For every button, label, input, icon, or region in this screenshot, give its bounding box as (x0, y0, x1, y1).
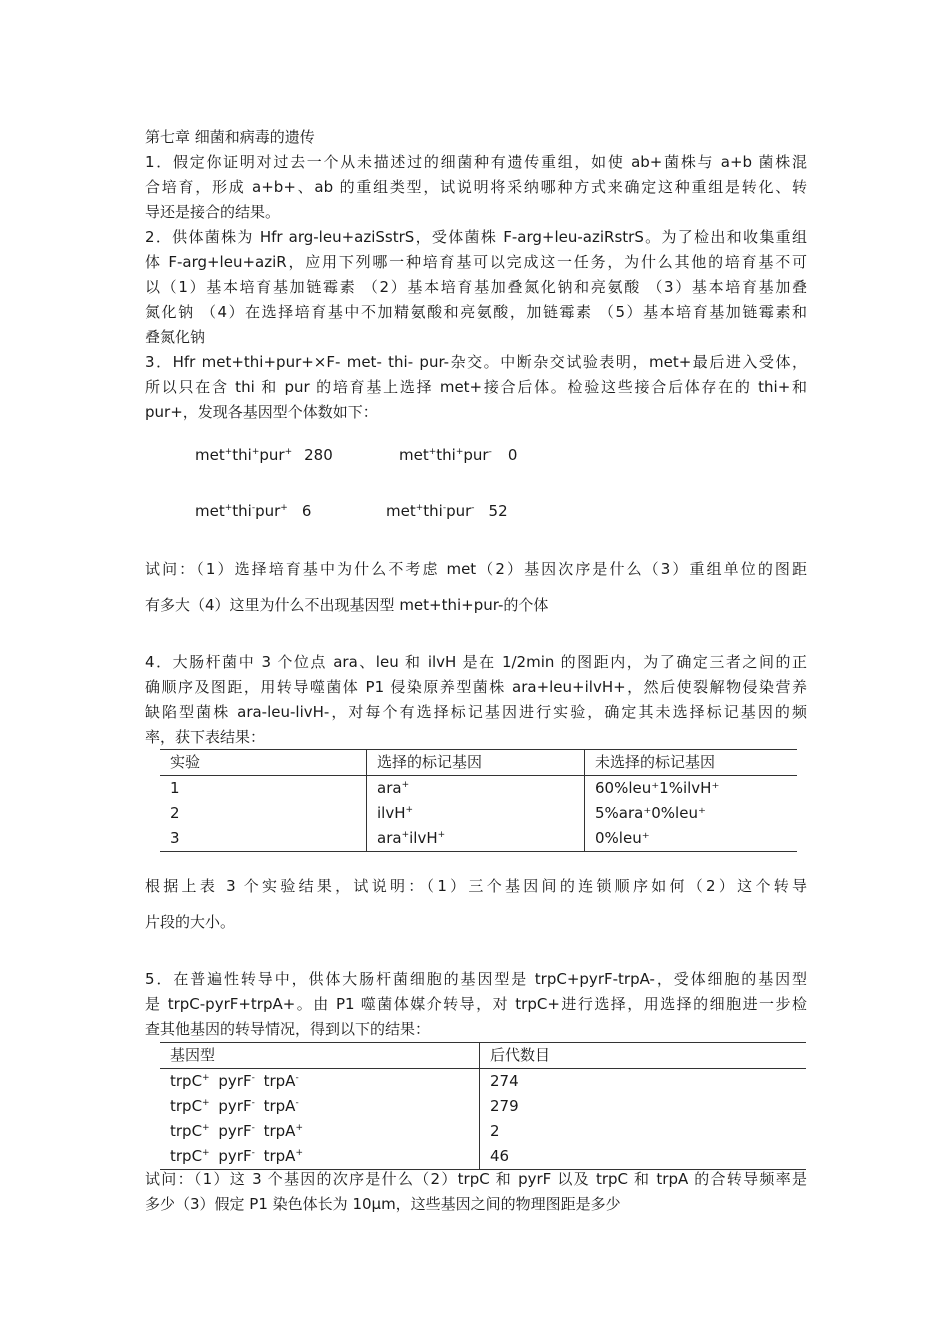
q3-line-2: 所以只在含 thi 和 pur 的培育基上选择 met+接合后体。检验这些接合后体存在的 thi+和 (145, 378, 807, 396)
q5-line-3: 查其他基因的转导情况，得到以下的结果： (145, 1020, 431, 1038)
cell-count: 274 (490, 1072, 519, 1090)
q4-results-table (160, 749, 797, 852)
cell-genotype: trpC+ pyrF- trpA+ (160, 1144, 480, 1170)
q4-line-1: 4．大肠杆菌中 3 个位点 ara、leu 和 ilvH 是在 1/2min 的图距内，为了确定三者之间的正 (145, 653, 807, 671)
cell-selected: ara+ilvH+ (367, 826, 585, 852)
q5-line-1: 5．在普遍性转导中，供体大肠杆菌细胞的基因型是 trpC+pyrF-trpA-，受体细胞的基因型 (145, 970, 807, 988)
table-header-row (160, 1043, 806, 1069)
table-header-row (160, 750, 797, 776)
q3-line-1: 3．Hfr met+thi+pur+×F- met- thi- pur-杂交。中断杂交试验表明，met+最后进入受体， (145, 353, 807, 371)
q2-line-1: 2．供体菌株为 Hfr arg-leu+aziSstrS，受体菌株 F-arg+leu-aziRstrS。为了检出和收集重组 (145, 228, 807, 246)
header-genotype: 基因型 (160, 1043, 480, 1069)
table-row (160, 801, 797, 826)
table-row (160, 1144, 806, 1170)
q4-line-3: 缺陷型菌株 ara-leu-livH-，对每个有选择标记基因进行实验，确定其未选择标记基因的频 (145, 703, 807, 721)
q3-ask-2: 有多大（4）这里为什么不出现基因型 met+thi+pur-的个体 (145, 596, 549, 614)
genotype-count-3: met+thi-pur+ 6 (195, 502, 312, 520)
q2-line-3: 以（1）基本培育基加链霉素 （2）基本培育基加叠氮化钠和亮氨酸 （3）基本培育基加叠 (145, 278, 807, 296)
q4-ask-1: 根据上表 3 个实验结果，试说明：（1）三个基因间的连锁顺序如何（2）这个转导 (145, 877, 807, 895)
q1-line-2: 合培育，形成 a+b+、ab 的重组类型，试说明将采纳哪种方式来确定这种重组是转化、转 (145, 178, 807, 196)
cell-genotype: trpC+ pyrF- trpA- (160, 1069, 480, 1095)
cell-count: 279 (490, 1097, 519, 1115)
chapter-title: 第七章 细菌和病毒的遗传 (145, 128, 315, 146)
table-row (160, 826, 797, 852)
cell-genotype: trpC+ pyrF- trpA+ (160, 1119, 480, 1144)
q3-line-3: pur+，发现各基因型个体数如下： (145, 403, 378, 421)
cell-selected: ilvH+ (367, 801, 585, 826)
genotype-count-4: met+thi-pur- 52 (386, 502, 508, 520)
q2-line-2: 体 F-arg+leu+aziR，应用下列哪一种培育基可以完成这一任务，为什么其他的培育基不可 (145, 253, 807, 271)
cell-count: 2 (490, 1122, 500, 1140)
cell-count: 46 (480, 1144, 807, 1170)
q5-results-table (160, 1042, 806, 1170)
header-offspring-count: 后代数目 (480, 1043, 807, 1069)
table-row (160, 1094, 806, 1119)
cell-unselected: 5%ara⁺0%leu⁺ (595, 804, 706, 822)
cell-unselected: 0%leu⁺ (585, 826, 798, 852)
table-row (160, 1069, 806, 1095)
table-row (160, 776, 797, 802)
q3-ask-1: 试问：（1）选择培育基中为什么不考虑 met（2）基因次序是什么（3）重组单位的图距 (145, 560, 807, 578)
q5-ask-1: 试问：（1）这 3 个基因的次序是什么（2）trpC 和 pyrF 以及 trpC 和 trpA 的合转导频率是 (145, 1170, 807, 1188)
cell-selected: ara+ (367, 776, 585, 802)
q1-line-3: 导还是接合的结果。 (145, 203, 281, 221)
cell-experiment: 3 (160, 826, 367, 852)
q5-ask-2: 多少（3）假定 P1 染色体长为 10μm，这些基因之间的物理图距是多少 (145, 1195, 621, 1213)
q5-line-2: 是 trpC-pyrF+trpA+。由 P1 噬菌体媒介转导，对 trpC+进行选择，用选择的细胞进一步检 (145, 995, 807, 1013)
q2-line-5: 叠氮化钠 (145, 328, 206, 346)
cell-experiment: 2 (160, 801, 367, 826)
q1-line-1: 1．假定你证明对过去一个从未描述过的细菌种有遗传重组，如使 ab+菌株与 a+b 菌株混 (145, 153, 807, 171)
q4-ask-2: 片段的大小。 (145, 913, 236, 931)
cell-experiment: 1 (160, 776, 367, 802)
q4-line-4: 率，获下表结果： (145, 728, 266, 746)
genotype-count-1: met+thi+pur+ 280 (195, 446, 333, 464)
cell-unselected: 60%leu⁺1%ilvH⁺ (595, 779, 720, 797)
cell-genotype: trpC+ pyrF- trpA- (160, 1094, 480, 1119)
header-selected-marker: 选择的标记基因 (367, 750, 585, 776)
q2-line-4: 氮化钠 （4）在选择培育基中不加精氨酸和亮氨酸，加链霉素 （5）基本培育基加链霉素和 (145, 303, 807, 321)
q4-line-2: 确顺序及图距，用转导噬菌体 P1 侵染原养型菌株 ara+leu+ilvH+，然后使裂解物侵染营养 (145, 678, 807, 696)
header-experiment: 实验 (160, 750, 367, 776)
table-row (160, 1119, 806, 1144)
genotype-count-2: met+thi+pur- 0 (399, 446, 518, 464)
header-unselected-marker: 未选择的标记基因 (585, 750, 798, 776)
